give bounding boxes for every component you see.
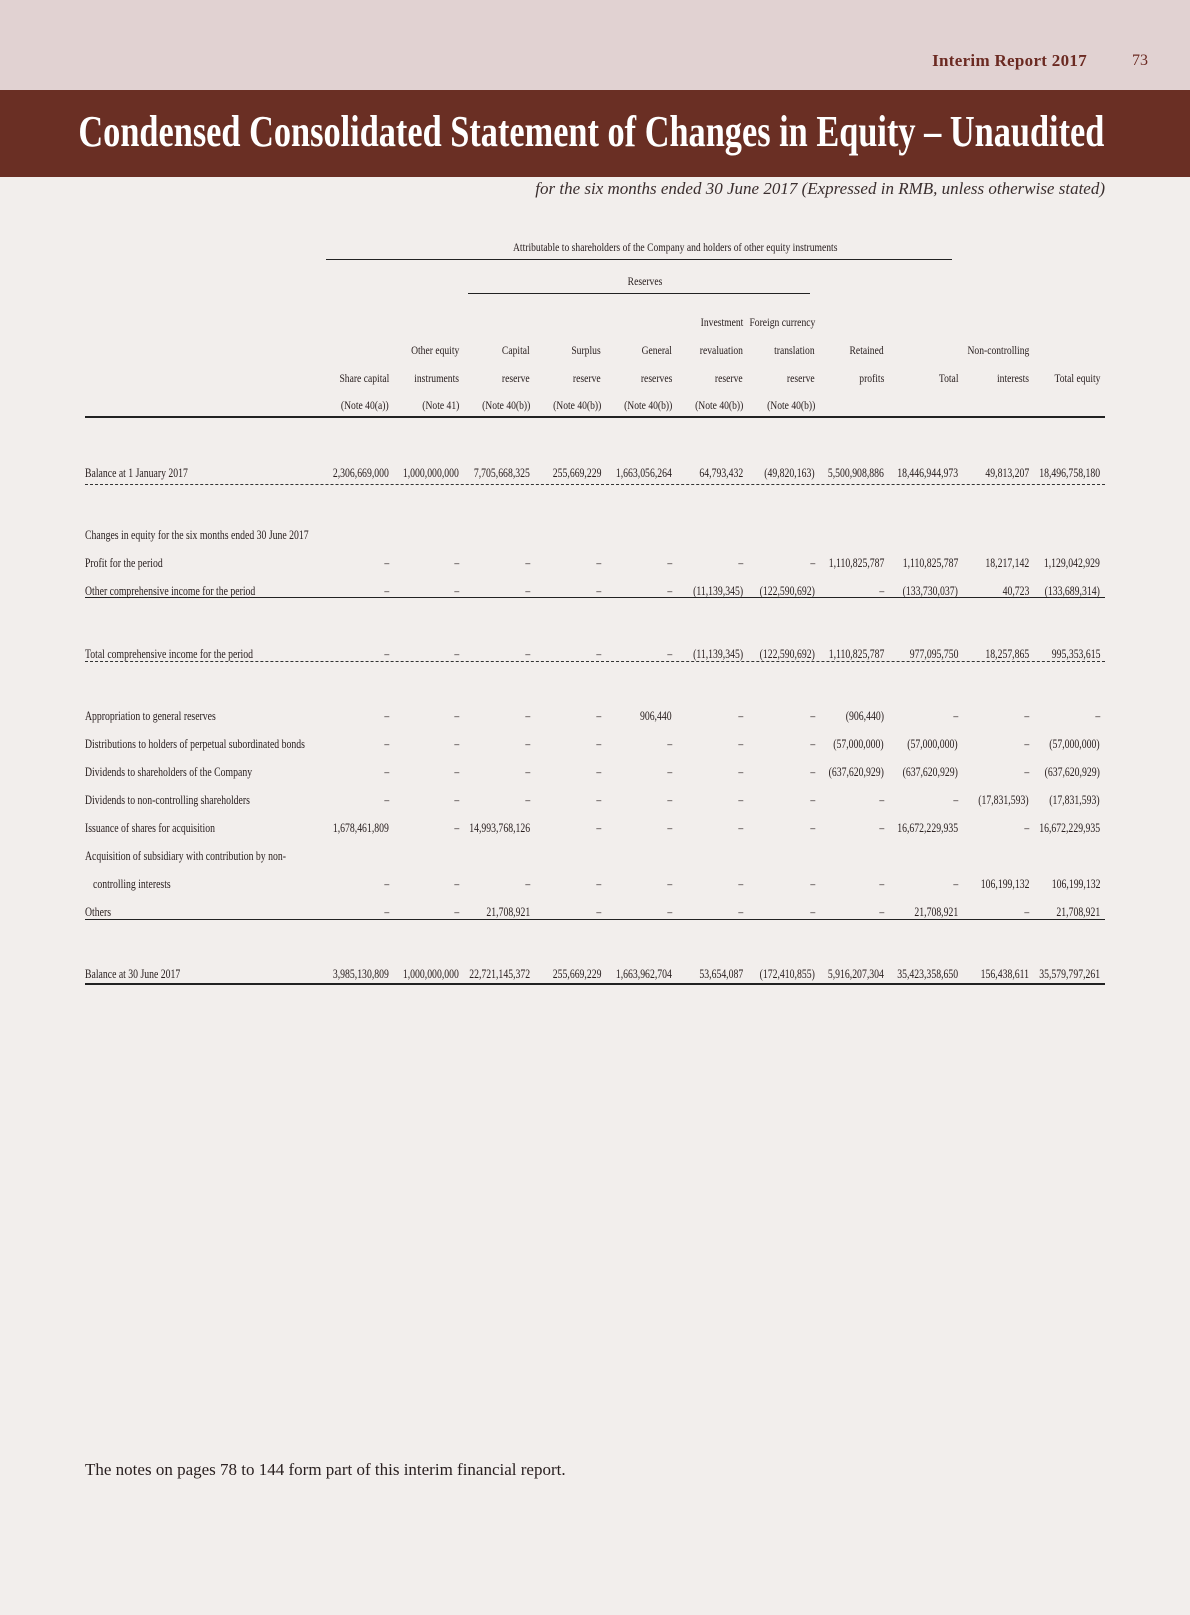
cell-value: – xyxy=(596,584,601,598)
cell-value: – xyxy=(384,877,389,891)
report-label: Interim Report 2017 xyxy=(932,51,1087,70)
cell-value: – xyxy=(384,584,389,598)
cell-value: 1,129,042,929 xyxy=(1043,556,1100,570)
cell-value: 22,721,145,372 xyxy=(469,967,530,981)
page-number: 73 xyxy=(1132,52,1148,69)
column-header: Other equity xyxy=(410,343,459,357)
cell-value: – xyxy=(667,647,672,661)
cell-value: – xyxy=(454,647,459,661)
cell-value: – xyxy=(596,821,601,835)
column-header: profits xyxy=(858,371,884,385)
cell-value: – xyxy=(454,877,459,891)
row-label: Acquisition of subsidiary with contribution by non- xyxy=(85,849,286,863)
group-header: Attributable to shareholders of the Company and holders of other equity instruments xyxy=(513,240,838,254)
cell-value: – xyxy=(525,647,530,661)
cell-value: (57,000,000) xyxy=(1049,737,1100,751)
column-header: (Note 40(b)) xyxy=(481,398,530,412)
column-header: revaluation xyxy=(699,343,743,357)
row-label: Issuance of shares for acquisition xyxy=(85,821,215,835)
cell-value: – xyxy=(879,793,884,807)
cell-value: 106,199,132 xyxy=(1051,877,1100,891)
column-header: General xyxy=(641,343,672,357)
cell-value: – xyxy=(810,905,815,919)
column-header: Surplus xyxy=(571,343,601,357)
cell-value: – xyxy=(667,584,672,598)
cell-value: – xyxy=(596,556,601,570)
cell-value: – xyxy=(953,793,958,807)
page-title: Condensed Consolidated Statement of Changes in Equity – Unaudited xyxy=(78,107,1104,156)
row-label: Appropriation to general reserves xyxy=(85,709,216,723)
cell-value: – xyxy=(384,793,389,807)
group-header-rule xyxy=(326,259,952,260)
cell-value: (17,831,593) xyxy=(1049,793,1100,807)
cell-value: 18,496,758,180 xyxy=(1039,466,1100,480)
cell-value: – xyxy=(1024,765,1029,779)
cell-value: 40,723 xyxy=(1002,584,1029,598)
cell-value: – xyxy=(810,877,815,891)
cell-value: 106,199,132 xyxy=(980,877,1029,891)
column-header: Capital xyxy=(502,343,530,357)
cell-value: 21,708,921 xyxy=(1056,905,1100,919)
cell-value: – xyxy=(525,765,530,779)
cell-value: – xyxy=(596,765,601,779)
cell-value: 49,813,207 xyxy=(985,466,1029,480)
cell-value: – xyxy=(667,737,672,751)
column-header: (Note 40(b)) xyxy=(694,398,743,412)
cell-value: (17,831,593) xyxy=(978,793,1029,807)
column-header: Share capital xyxy=(339,371,389,385)
cell-value: – xyxy=(810,737,815,751)
cell-value: 1,110,825,787 xyxy=(828,647,884,661)
cell-value: 7,705,668,325 xyxy=(473,466,530,480)
column-header: (Note 40(a)) xyxy=(341,398,389,412)
cell-value: – xyxy=(384,556,389,570)
cell-value: – xyxy=(384,765,389,779)
cell-value: 21,708,921 xyxy=(486,905,530,919)
cell-value: – xyxy=(879,584,884,598)
cell-value: 64,793,432 xyxy=(699,466,743,480)
closing-rule xyxy=(85,983,1105,985)
cell-value: – xyxy=(738,765,743,779)
cell-value: – xyxy=(810,709,815,723)
cell-value: – xyxy=(738,877,743,891)
cell-value: 1,000,000,000 xyxy=(402,466,459,480)
cell-value: – xyxy=(525,709,530,723)
cell-value: – xyxy=(454,584,459,598)
cell-value: 995,353,615 xyxy=(1051,647,1100,661)
cell-value: – xyxy=(879,821,884,835)
column-header: Non-controlling xyxy=(967,343,1029,357)
cell-value: 53,654,087 xyxy=(699,967,743,981)
column-header: translation xyxy=(774,343,815,357)
cell-value: – xyxy=(738,737,743,751)
cell-value: 255,669,229 xyxy=(552,967,601,981)
cell-value: (906,440) xyxy=(845,709,884,723)
column-header: Foreign currency xyxy=(749,315,815,329)
cell-value: 156,438,611 xyxy=(980,967,1029,981)
cell-value: (637,620,929) xyxy=(828,765,884,779)
cell-value: 18,257,865 xyxy=(985,647,1029,661)
cell-value: 1,663,962,704 xyxy=(615,967,672,981)
cell-value: 1,000,000,000 xyxy=(402,967,459,981)
cell-value: – xyxy=(384,905,389,919)
cell-value: – xyxy=(738,709,743,723)
cell-value: – xyxy=(454,737,459,751)
row-label: Balance at 1 January 2017 xyxy=(85,466,188,480)
separator-solid xyxy=(85,919,1105,920)
column-header: Investment xyxy=(700,315,743,329)
column-header: (Note 40(b)) xyxy=(552,398,601,412)
cell-value: – xyxy=(454,905,459,919)
row-label: Total comprehensive income for the period xyxy=(85,647,253,661)
cell-value: (57,000,000) xyxy=(907,737,958,751)
row-label: Balance at 30 June 2017 xyxy=(85,967,181,981)
reserves-header: Reserves xyxy=(627,274,663,288)
cell-value: – xyxy=(596,709,601,723)
cell-value: – xyxy=(454,793,459,807)
cell-value: – xyxy=(525,584,530,598)
cell-value: – xyxy=(596,905,601,919)
cell-value: (637,620,929) xyxy=(902,765,958,779)
cell-value: 906,440 xyxy=(640,709,672,723)
page-subtitle: for the six months ended 30 June 2017 (Expressed in RMB, unless otherwise stated) xyxy=(535,179,1105,198)
column-header: Retained xyxy=(849,343,884,357)
cell-value: – xyxy=(1095,709,1100,723)
cell-value: 977,095,750 xyxy=(909,647,958,661)
cell-value: – xyxy=(810,556,815,570)
cell-value: – xyxy=(384,647,389,661)
cell-value: – xyxy=(667,905,672,919)
cell-value: 5,500,908,886 xyxy=(827,466,884,480)
cell-value: – xyxy=(738,556,743,570)
column-header: reserve xyxy=(573,371,601,385)
cell-value: 21,708,921 xyxy=(914,905,958,919)
column-header: Total equity xyxy=(1054,371,1100,385)
row-label: Distributions to holders of perpetual subordinated bonds xyxy=(85,737,305,751)
cell-value: 1,110,825,787 xyxy=(828,556,884,570)
cell-value: – xyxy=(810,821,815,835)
column-header: instruments xyxy=(414,371,459,385)
cell-value: 1,678,461,809 xyxy=(332,821,389,835)
cell-value: – xyxy=(879,905,884,919)
cell-value: – xyxy=(1024,709,1029,723)
cell-value: 14,993,768,126 xyxy=(469,821,530,835)
cell-value: (49,820,163) xyxy=(764,466,815,480)
cell-value: (57,000,000) xyxy=(833,737,884,751)
cell-value: 35,579,797,261 xyxy=(1039,967,1100,981)
column-header: reserves xyxy=(640,371,672,385)
cell-value: 255,669,229 xyxy=(552,466,601,480)
separator-dashed xyxy=(85,484,1105,485)
cell-value: – xyxy=(738,821,743,835)
cell-value: – xyxy=(596,793,601,807)
row-label: Changes in equity for the six months ended 30 June 2017 xyxy=(85,528,309,542)
cell-value: – xyxy=(384,737,389,751)
cell-value: – xyxy=(525,793,530,807)
cell-value: (122,590,692) xyxy=(759,647,815,661)
footnote: The notes on pages 78 to 144 form part of this interim financial report. xyxy=(85,1460,566,1479)
cell-value: 3,985,130,809 xyxy=(332,967,389,981)
cell-value: (172,410,855) xyxy=(759,967,815,981)
cell-value: – xyxy=(596,737,601,751)
cell-value: – xyxy=(667,821,672,835)
separator-dashed xyxy=(85,661,1105,662)
cell-value: 16,672,229,935 xyxy=(1039,821,1100,835)
cell-value: – xyxy=(953,877,958,891)
column-header: (Note 40(b)) xyxy=(766,398,815,412)
cell-value: – xyxy=(667,877,672,891)
cell-value: (11,139,345) xyxy=(692,647,743,661)
column-header: reserve xyxy=(715,371,743,385)
row-label: Dividends to shareholders of the Company xyxy=(85,765,253,779)
column-header: (Note 41) xyxy=(421,398,459,412)
cell-value: – xyxy=(454,821,459,835)
header-rule xyxy=(85,416,1105,418)
row-label: controlling interests xyxy=(93,877,171,891)
cell-value: 1,110,825,787 xyxy=(902,556,958,570)
cell-value: – xyxy=(1024,737,1029,751)
cell-value: – xyxy=(454,556,459,570)
cell-value: 1,663,056,264 xyxy=(615,466,672,480)
cell-value: – xyxy=(525,877,530,891)
cell-value: (133,689,314) xyxy=(1044,584,1100,598)
cell-value: (11,139,345) xyxy=(692,584,743,598)
cell-value: – xyxy=(1024,821,1029,835)
column-header: reserve xyxy=(502,371,530,385)
cell-value: – xyxy=(667,793,672,807)
cell-value: 35,423,358,650 xyxy=(897,967,958,981)
row-label: Profit for the period xyxy=(85,556,163,570)
cell-value: – xyxy=(953,709,958,723)
cell-value: – xyxy=(596,877,601,891)
cell-value: – xyxy=(738,793,743,807)
column-header: reserve xyxy=(787,371,815,385)
header-band xyxy=(0,0,1190,90)
cell-value: – xyxy=(667,556,672,570)
cell-value: 16,672,229,935 xyxy=(897,821,958,835)
column-header: interests xyxy=(997,371,1029,385)
column-header: (Note 40(b)) xyxy=(623,398,672,412)
row-label: Other comprehensive income for the period xyxy=(85,584,256,598)
cell-value: (637,620,929) xyxy=(1044,765,1100,779)
row-label: Dividends to non-controlling shareholders xyxy=(85,793,250,807)
cell-value: – xyxy=(454,765,459,779)
cell-value: (133,730,037) xyxy=(902,584,958,598)
cell-value: 2,306,669,000 xyxy=(332,466,389,480)
cell-value: – xyxy=(667,765,672,779)
cell-value: – xyxy=(1024,905,1029,919)
row-label: Others xyxy=(85,905,111,919)
cell-value: – xyxy=(810,793,815,807)
cell-value: – xyxy=(525,737,530,751)
cell-value: – xyxy=(738,905,743,919)
cell-value: – xyxy=(879,877,884,891)
cell-value: 18,217,142 xyxy=(985,556,1029,570)
separator-solid xyxy=(85,597,1105,598)
cell-value: – xyxy=(810,765,815,779)
cell-value: – xyxy=(454,709,459,723)
cell-value: 5,916,207,304 xyxy=(827,967,884,981)
column-header: Total xyxy=(938,371,958,385)
cell-value: – xyxy=(525,556,530,570)
cell-value: – xyxy=(384,709,389,723)
cell-value: (122,590,692) xyxy=(759,584,815,598)
reserves-header-rule xyxy=(468,293,810,294)
cell-value: – xyxy=(596,647,601,661)
cell-value: 18,446,944,973 xyxy=(897,466,958,480)
